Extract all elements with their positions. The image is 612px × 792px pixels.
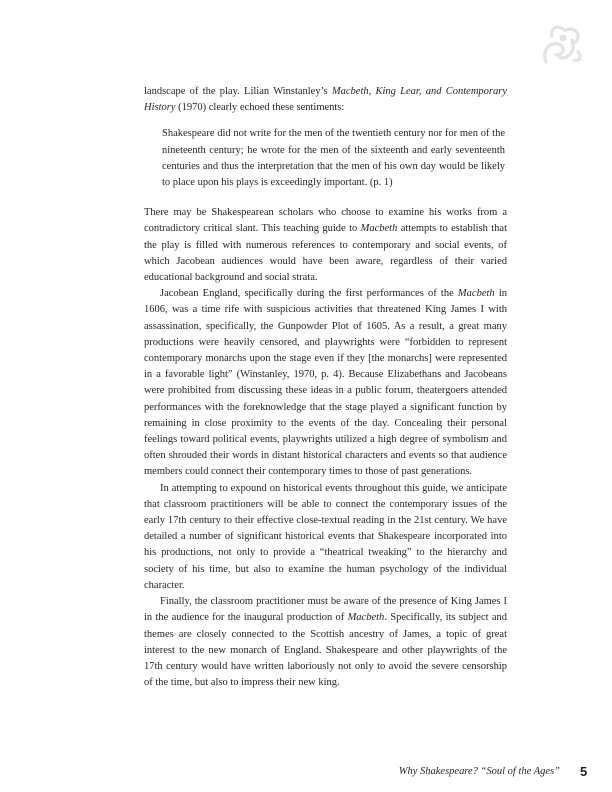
- book-title: Macbeth, King Lear, and Contemporary History: [144, 86, 508, 114]
- paragraph-3: In attempting to expound on historical events throughout this guide, we anticipate that classroom practitioners will be able to connect the contemporary issues of the early 17th century to their effective close-textual reading in the 21st century. We have detailed a number of significant historical events that Shakespeare incorporated into his productions, not only to provide a “theatrical tweaking” to the hierarchy and society of his time, but also to examine the human psychology of the individual character.: [144, 482, 507, 591]
- play-title: Macbeth: [360, 223, 398, 235]
- page-number: 5: [580, 764, 588, 779]
- fleuron-icon: [536, 22, 586, 68]
- play-title: Macbeth: [347, 612, 385, 624]
- intro-paragraph: landscape of the play. Lilian Winstanley’s Macbeth, King Lear, and Contemporary History (1970) clearly echoed these sentiments:: [144, 86, 508, 114]
- paragraph-1: There may be Shakespearean scholars who choose to examine his works from a contradictory critical slant. This teaching guide to Macbeth attempts to establish that the play is filled with numerous references to contemporary and social events, of which Jacobean audiences would have been aware, regardless of their varied educational background and social strata.: [144, 207, 507, 284]
- block-quote: Shakespeare did not write for the men of the twentieth century nor for men of the nineteenth century; he wrote for the men of the sixteenth and early seventeenth centuries and thus the interpretation that the men of his own day would be likely to place upon his plays is exceedingly important. (p. 1): [162, 128, 505, 189]
- body-text: [144, 84, 507, 691]
- running-footer-title: Why Shakespeare? “Soul of the Ages”: [398, 766, 560, 777]
- play-title: Macbeth: [457, 288, 495, 300]
- paragraph-2: Jacobean England, specifically during the first performances of the Macbeth in 1606, was a time rife with suspicious activities that threatened King James I with assassination, specifically, the Gunpowder Plot of 1605. As a result, a great many productions were heavily censored, and playwrights were “forbidden to represent contemporary monarchs upon the stage even if they [the monarchs] were represented in a favorable light” (Winstanley, 1970, p. 4). Because Elizabethans and Jacobeans were prohibited from discussing these ideas in a public forum, theatergoers attended performances with the foreknowledge that the stage played a significant function by remaining in close proximity to the events of the day. Concealing their personal feelings toward political events, playwrights utilized a high degree of symbolism and often shrouded their words in distant historical characters and events so that audience members could connect their contemporary times to those of past generations.: [144, 288, 507, 478]
- paragraph-4: Finally, the classroom practitioner must be aware of the presence of King James I in the audience for the inaugural production of Macbeth. Specifically, its subject and themes are closely connected to the Scottish ancestry of James, a topic of great interest to the new monarch of England. Shakespeare and other playwrights of the 17th century would have written laboriously not only to avoid the severe censorship of the time, but also to impress their new king.: [144, 596, 507, 689]
